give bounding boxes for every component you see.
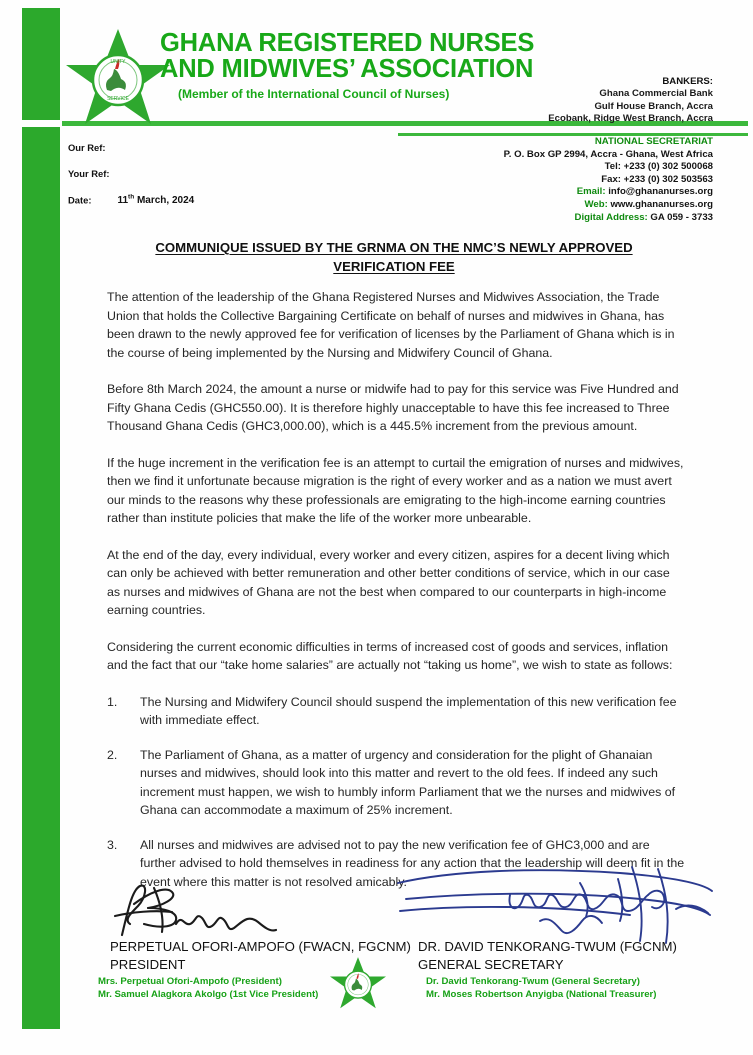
reference-block xyxy=(68,142,194,220)
your-ref-label: Your Ref: xyxy=(68,168,110,179)
grnma-star-logo-footer xyxy=(330,955,386,1011)
secretariat-block xyxy=(504,136,713,224)
date-ordinal-suffix: th xyxy=(128,194,135,201)
web-label: Web: xyxy=(584,198,608,210)
secretary-role: GENERAL SECRETARY xyxy=(418,956,564,972)
secretariat-tel: Tel: +233 (0) 302 500068 xyxy=(604,161,713,173)
bankers-line-1: Ghana Commercial Bank xyxy=(599,88,713,100)
grnma-star-logo-header xyxy=(66,27,170,127)
list-item: The Nursing and Midwifery Council should suspend the implementation of this new verification fee with immediate effect. xyxy=(140,694,677,727)
left-green-bar-bottom xyxy=(22,127,60,1029)
secretary-name: DR. DAVID TENKORANG-TWUM (FGCNM) xyxy=(418,939,677,954)
president-cc-line-2: Mr. Samuel Alagkora Akolgo (1st Vice President) xyxy=(98,988,319,1000)
body-paragraph: Considering the current economic difficulties in terms of increased cost of goods and services, inflation and the fact that our “take home salaries” are actually not “taking us home”, we wish to state as follows: xyxy=(107,639,673,672)
our-ref-label: Our Ref: xyxy=(68,142,106,153)
email-label: Email: xyxy=(576,186,606,198)
email-value[interactable]: info@ghananurses.org xyxy=(608,186,713,198)
secretariat-title: NATIONAL SECRETARIAT xyxy=(594,136,713,147)
list-item: All nurses and midwives are advised not to pay the new verification fee of GHC3,000 and are further advised to hold themselves in readiness for any action that the leadership will deem fit in the event where this matter is not resolved amicably. xyxy=(140,837,685,889)
body-paragraph: At the end of the day, every individual, every worker and every citizen, aspires for a decent living which can only be achieved with better remuneration and other better conditions of service, which in our case as nurses and midwives of Ghana are not the best when compared to our counterparts in high-income earning countries. xyxy=(107,547,670,617)
secretariat-web-row xyxy=(504,199,713,212)
date-day: 11 xyxy=(117,195,129,207)
president-role: PRESIDENT xyxy=(110,956,186,972)
digital-address-label: Digital Address: xyxy=(574,211,648,223)
svg-text:SERVICE: SERVICE xyxy=(107,96,129,102)
demands-list xyxy=(107,693,685,892)
body-paragraph: The attention of the leadership of the Ghana Registered Nurses and Midwives Association, the Trade Union that holds the Collective Bargaining Certificate on behalf of nurses and midwives in Ghana, has been drawn to the newly approved fee for verification of licenses by the Parliament of Ghana which is in the course of being implemented by the Nursing and Midwifery Council of Ghana. xyxy=(107,290,675,360)
org-membership-note: (Member of the International Council of Nurses) xyxy=(178,87,450,101)
org-name-line-1: GHANA REGISTERED NURSES xyxy=(160,29,535,57)
your-ref-row xyxy=(68,168,194,180)
body-paragraph: Before 8th March 2024, the amount a nurse or midwife had to pay for this service was Five Hundred and Fifty Ghana Cedis (GHC550.00). It is therefore highly unacceptable to have this fee increased to Three Thousand Ghana Cedis (GHC3,000.00), which is a 445.5% increment from the previous amount. xyxy=(107,382,679,433)
secretariat-fax: Fax: +233 (0) 302 503563 xyxy=(601,173,713,185)
org-name-line-2: AND MIDWIVES’ ASSOCIATION xyxy=(160,55,534,83)
document-title-line-2: VERIFICATION FEE xyxy=(333,259,455,274)
secretary-cc-line-2: Mr. Moses Robertson Anyigba (National Treasurer) xyxy=(426,988,657,1000)
bankers-line-3: Ecobank, Ridge West Branch, Accra xyxy=(548,113,713,125)
document-title-line-1: COMMUNIQUE ISSUED BY THE GRNMA ON THE NMC’S NEWLY APPROVED xyxy=(155,240,633,255)
president-cc-line-1: Mrs. Perpetual Ofori-Ampofo (President) xyxy=(98,976,282,987)
secretariat-email-row xyxy=(504,186,713,199)
our-ref-row xyxy=(68,142,194,154)
bankers-block xyxy=(548,76,713,126)
web-value[interactable]: www.ghananurses.org xyxy=(610,198,713,210)
left-green-bar-top xyxy=(22,8,60,120)
secretary-cc-line-1: Dr. David Tenkorang-Twum (General Secretary) xyxy=(426,976,640,987)
body-paragraph: If the huge increment in the verification fee is an attempt to curtail the emigration of nurses and midwives, then we find it unfortunate because migration is the right of every worker and as a nation we must avert our minds to the reasons why these professionals are emigrating to the high-income earning countries rather than institute policies that make the life of the worker more unbearable. xyxy=(107,455,684,525)
svg-text:UNITY: UNITY xyxy=(110,59,126,65)
date-rest: March, 2024 xyxy=(134,195,195,207)
date-row xyxy=(68,194,194,206)
secretary-signature-block xyxy=(418,938,728,1001)
date-label: Date: xyxy=(68,194,92,206)
bankers-line-2: Gulf House Branch, Accra xyxy=(594,100,713,112)
secretariat-address: P. O. Box GP 2994, Accra - Ghana, West Africa xyxy=(503,148,713,160)
document-title xyxy=(104,238,684,276)
bankers-title: BANKERS: xyxy=(662,76,713,87)
secretariat-digital-row xyxy=(504,212,713,225)
masthead xyxy=(160,30,580,101)
list-item: The Parliament of Ghana, as a matter of urgency and consideration for the plight of Ghanaian nurses and midwives, should look into this matter and revert to the old fees. If indeed any such increment must happen, we wish to humbly inform Parliament that we the nurses and midwives of Ghana can accommodate a maximum of 25% increment. xyxy=(140,747,676,817)
document-body xyxy=(107,288,685,907)
digital-address-value: GA 059 - 3733 xyxy=(650,211,713,223)
president-name: PERPETUAL OFORI-AMPOFO (FWACN, FGCNM) xyxy=(110,939,411,954)
